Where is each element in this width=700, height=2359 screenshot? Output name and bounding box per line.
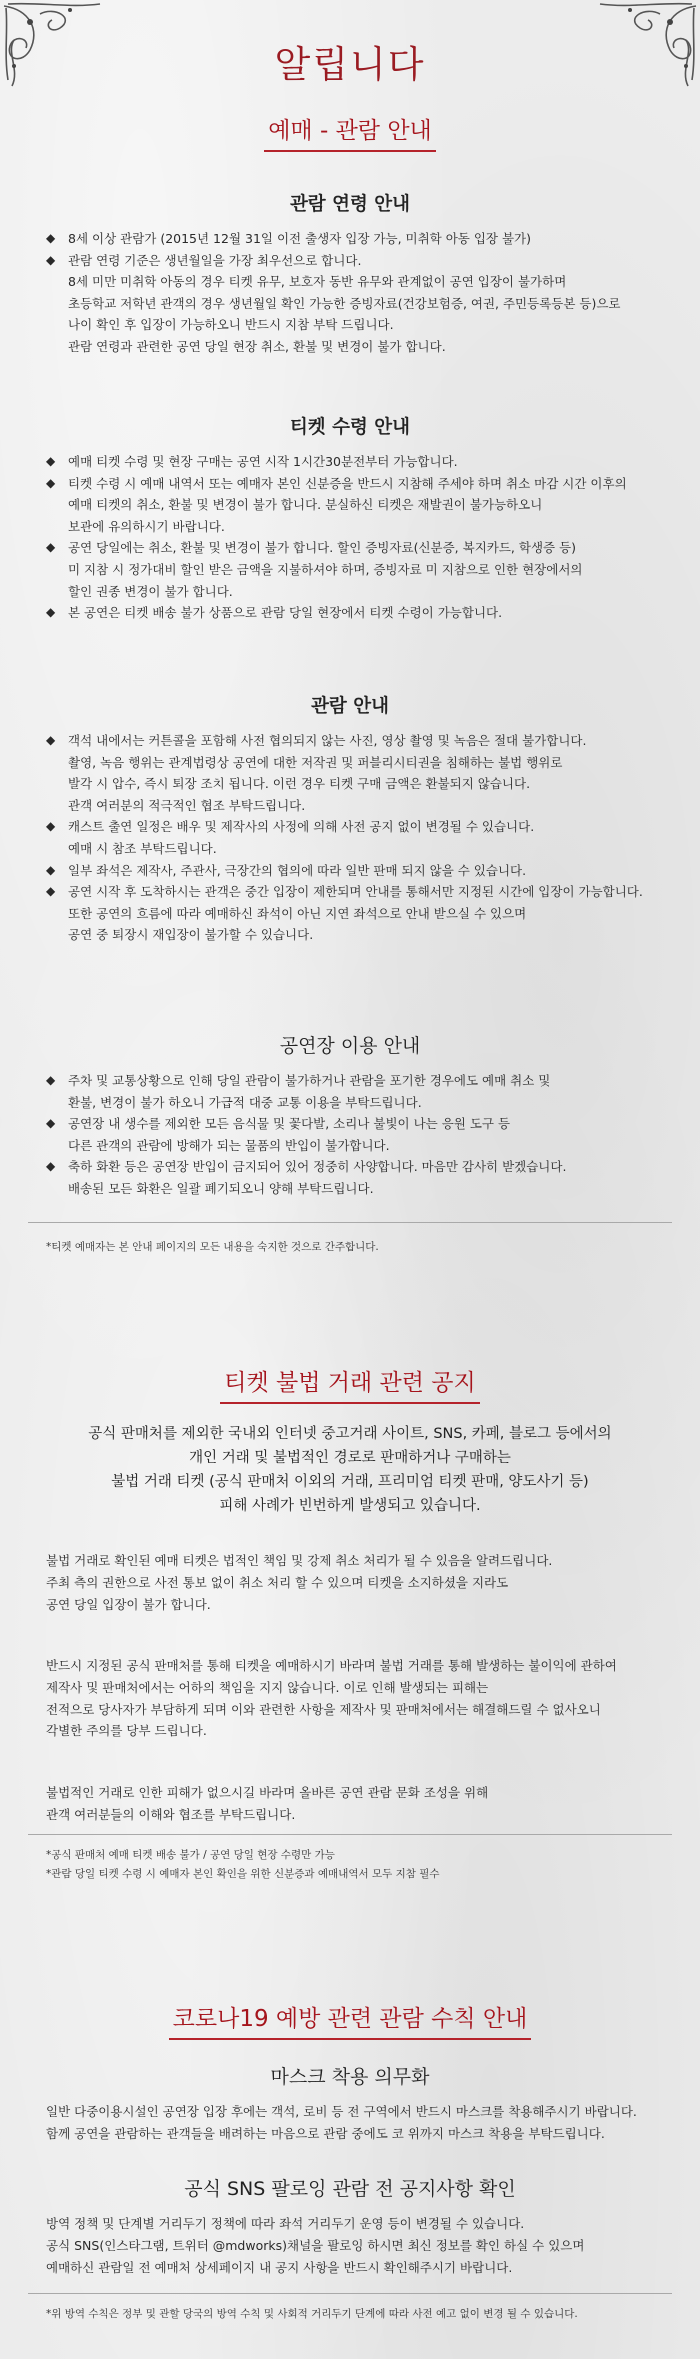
bullet-icon: ◆	[46, 454, 56, 468]
ticket-list	[46, 451, 666, 624]
divider	[28, 1834, 672, 1835]
viewing-heading: 관람 안내	[311, 696, 389, 717]
list-item: ◆ 예매 티켓 수령 및 현장 구매는 공연 시작 1시간30분전부터 가능합니다.	[46, 451, 666, 473]
venue-list	[46, 1070, 666, 1200]
bullet-icon: ◆	[46, 884, 56, 899]
divider	[28, 1222, 672, 1223]
illegal-note: *공식 판매처 예매 티켓 배송 불가 / 공연 당일 현장 수령만 가능 *관람 당일 티켓 수령 시 예매자 본인 확인을 위한 신분증과 예매내역서 모두 지참 필수	[46, 1849, 440, 1880]
list-item: ◆ 공연 시작 후 도착하시는 관객은 중간 입장이 제한되며 안내를 통해서만 지정된 시간에 입장이 가능합니다. 또한 공연의 흐름에 따라 예매하신 좌석이 아닌 지연 좌석으로 안내 받으실 수 있으며 공연 중 퇴장시 재입장이 불가할 수 있습니다.	[46, 881, 666, 946]
list-item: ◆ 캐스트 출연 일정은 배우 및 제작사의 사정에 의해 사전 공지 없이 변경될 수 있습니다. 예매 시 참조 부탁드립니다.	[46, 816, 666, 859]
sns-heading: 공식 SNS 팔로잉 관람 전 공지사항 확인	[184, 2178, 516, 2200]
booking-note: *티켓 예매자는 본 안내 페이지의 모든 내용을 숙지한 것으로 간주합니다.	[46, 1241, 379, 1253]
venue-heading: 공연장 이용 안내	[279, 1035, 421, 1057]
page-title: 알립니다	[274, 43, 426, 86]
list-item: ◆ 본 공연은 티켓 배송 불가 상품으로 관람 당일 현장에서 티켓 수령이 가능합니다.	[46, 602, 666, 624]
divider	[28, 2293, 672, 2294]
illegal-section-heading: 티켓 불법 거래 관련 공지	[0, 1364, 700, 1404]
mask-heading: 마스크 착용 의무화	[270, 2066, 430, 2088]
illegal-paragraph-2: 반드시 지정된 공식 판매처를 통해 티켓을 예매하시기 바라며 불법 거래를 통해 발생하는 불이익에 관하여 제작사 및 판매처에서는 어하의 책임을 지지 않습니다. 이로 인해 발생되는 피해는 전적으로 당사자가 부담하게 되며 이와 관련한 사항을 제작사 및 판매처에서는 해결해드릴 수 없사오니 각별한 주의를 당부 드립니다.	[46, 1658, 617, 1739]
illegal-paragraph-1: 불법 거래로 확인된 예매 티켓은 법적인 책임 및 강제 취소 처리가 될 수 있음을 알려드립니다. 주최 측의 권한으로 사전 통보 없이 취소 처리 할 수 있으며 티켓을 소지하셨을 지라도 공연 당일 입장이 불가 합니다.	[46, 1553, 553, 1612]
list-item: ◆ 관람 연령 기준은 생년월일을 가장 최우선으로 합니다. 8세 미만 미취학 아동의 경우 티켓 유무, 보호자 동반 유무와 관계없이 공연 입장이 불가하며 초등학교 저학년 관객의 경우 생년월일 확인 가능한 증빙자료(건강보험증, 여권, 주민등록등본 등)으로 나이 확인 후 입장이 가능하오니 반드시 지참 부탁 드립니다. 관람 연령과 관련한 공연 당일 현장 취소, 환불 및 변경이 불가 합니다.	[46, 250, 666, 358]
covid-section-heading: 코로나19 예방 관련 관람 수칙 안내	[0, 2000, 700, 2040]
list-item: ◆ 축하 화환 등은 공연장 반입이 금지되어 있어 정중히 사양합니다. 마음만 감사히 받겠습니다. 배송된 모든 화환은 일괄 폐기되오니 양해 부탁드립니다.	[46, 1156, 666, 1199]
sns-text: 방역 정책 및 단계별 거리두기 정책에 따라 좌석 거리두기 운영 등이 변경될 수 있습니다. 공식 SNS(인스타그램, 트위터 @mdworks)채널을 팔로잉 하시면 최신 정보를 확인 하실 수 있으며 예매하신 관람일 전 예매처 상세페이지 내 공지 사항을 반드시 확인해주시기 바랍니다.	[46, 2216, 585, 2275]
bullet-icon: ◆	[46, 540, 56, 555]
bullet-icon: ◆	[46, 819, 56, 834]
bullet-icon: ◆	[46, 231, 56, 245]
illegal-paragraph-3: 불법적인 거래로 인한 피해가 없으시길 바라며 올바른 공연 관람 문화 조성을 위해 관객 여러분들의 이해와 협조를 부탁드립니다.	[46, 1785, 489, 1822]
bullet-icon: ◆	[46, 605, 56, 620]
list-item: ◆ 8세 이상 관람가 (2015년 12월 31일 이전 출생자 입장 가능, 미취학 아동 입장 불가)	[46, 228, 666, 250]
list-item: ◆ 일부 좌석은 제작사, 주관사, 극장간의 협의에 따라 일반 판매 되지 않을 수 있습니다.	[46, 860, 666, 882]
covid-note: *위 방역 수칙은 정부 및 관할 당국의 방역 수칙 및 사회적 거리두기 단계에 따라 사전 예고 없이 변경 될 수 있습니다.	[46, 2308, 578, 2320]
bullet-icon: ◆	[46, 1159, 56, 1174]
viewing-list	[46, 730, 666, 946]
bullet-icon: ◆	[46, 862, 56, 877]
list-item: ◆ 주차 및 교통상황으로 인해 당일 관람이 불가하거나 관람을 포기한 경우에도 예매 취소 및 환불, 변경이 불가 하오니 가급적 대중 교통 이용을 부탁드립니다.	[46, 1070, 666, 1113]
age-list	[46, 228, 666, 358]
mask-text: 일반 다중이용시설인 공연장 입장 후에는 객석, 로비 등 전 구역에서 반드시 마스크를 착용해주시기 바랍니다. 함께 공연을 관람하는 관객들을 배려하는 마음으로 관람 중에도 코 위까지 마스크 착용을 부탁드립니다.	[46, 2104, 637, 2141]
age-heading: 관람 연령 안내	[289, 194, 411, 215]
bullet-icon: ◆	[46, 1116, 56, 1131]
bullet-icon: ◆	[46, 252, 56, 267]
bullet-icon: ◆	[46, 733, 56, 747]
bullet-icon: ◆	[46, 1073, 56, 1087]
illegal-intro: 공식 판매처를 제외한 국내외 인터넷 중고거래 사이트, SNS, 카페, 블로그 등에서의 개인 거래 및 불법적인 경로로 판매하거나 구매하는 불법 거래 티켓 (공식 판매처 이외의 거래, 프리미엄 티켓 판매, 양도사기 등) 피해 사례가 빈번하게 발생되고 있습니다.	[88, 1426, 612, 1514]
bullet-icon: ◆	[46, 475, 56, 490]
ticket-heading: 티켓 수령 안내	[289, 417, 411, 438]
booking-section-heading: 예매 - 관람 안내	[0, 112, 700, 152]
list-item: ◆ 공연 당일에는 취소, 환불 및 변경이 불가 합니다. 할인 증빙자료(신분증, 복지카드, 학생증 등) 미 지참 시 정가대비 할인 받은 금액을 지불하셔야 하며, 증빙자료 미 지참으로 인한 현장에서의 할인 권종 변경이 불가 합니다.	[46, 537, 666, 602]
list-item: ◆ 객석 내에서는 커튼콜을 포함해 사전 협의되지 않는 사진, 영상 촬영 및 녹음은 절대 불가합니다. 촬영, 녹음 행위는 관계법령상 공연에 대한 저작권 및 퍼블리시티권을 침해하는 불법 행위로 발각 시 압수, 즉시 퇴장 조치 됩니다. 이런 경우 티켓 구매 금액은 환불되지 않습니다. 관객 여러분의 적극적인 협조 부탁드립니다.	[46, 730, 666, 816]
list-item: ◆ 티켓 수령 시 예매 내역서 또는 예매자 본인 신분증을 반드시 지참해 주세야 하며 취소 마감 시간 이후의 예매 티켓의 취소, 환불 및 변경이 불가 합니다. 분실하신 티켓은 재발권이 불가능하오니 보관에 유의하시기 바랍니다.	[46, 473, 666, 538]
list-item: ◆ 공연장 내 생수를 제외한 모든 음식물 및 꽃다발, 소리나 불빛이 나는 응원 도구 등 다른 관객의 관람에 방해가 되는 물품의 반입이 불가합니다.	[46, 1113, 666, 1156]
